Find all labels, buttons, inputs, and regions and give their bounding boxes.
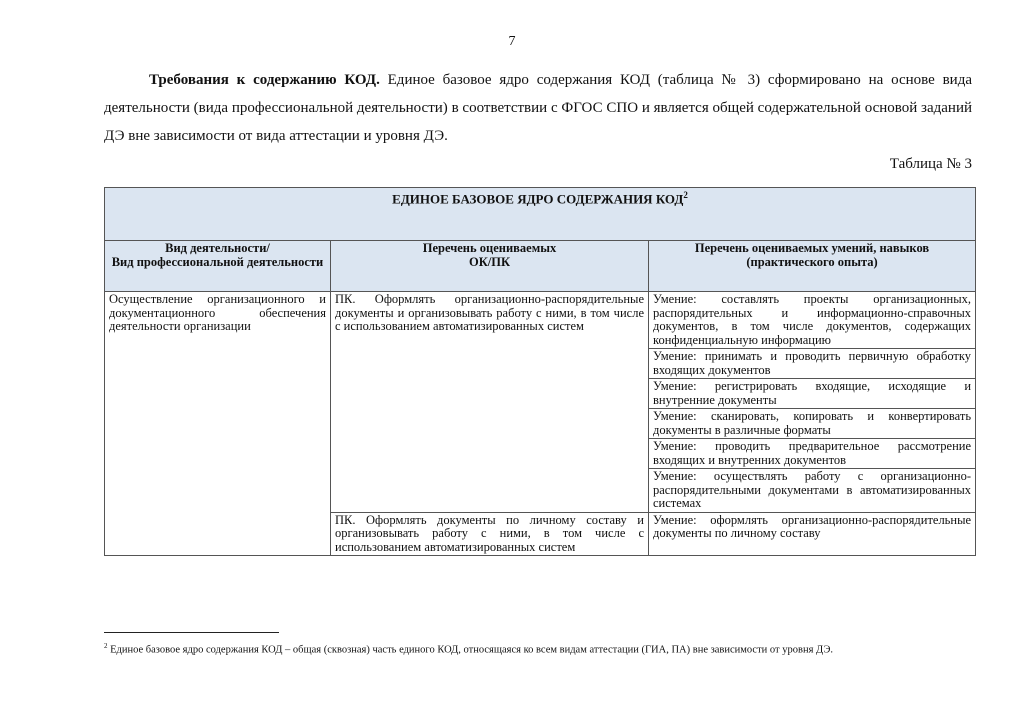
skill-cell: Умение: оформлять организационно-распорядительные документы по личному составу bbox=[649, 512, 976, 556]
page-number: 7 bbox=[508, 34, 516, 49]
skill-cell: Умение: регистрировать входящие, исходящие и внутренние документы bbox=[649, 379, 976, 409]
footnote-ref: 2 bbox=[683, 190, 688, 200]
header-skills: Перечень оцениваемых умений, навыков (практического опыта) bbox=[649, 241, 976, 292]
table-header-row bbox=[105, 241, 976, 292]
table-title-row bbox=[105, 188, 976, 241]
skill-cell: Умение: проводить предварительное рассмотрение входящих и внутренних документов bbox=[649, 439, 976, 469]
competency-cell: ПК. Оформлять документы по личному составу и организовывать работу с ними, в том числе с использованием автоматизированных систем bbox=[331, 512, 649, 556]
footnote-separator bbox=[104, 632, 279, 633]
intro-text: Единое базовое ядро содержания КОД (таблица № 3) сформировано на основе вида деятельности (вида профессиональной деятельности) в соответствии с ФГОС СПО и является общей содержательной основой заданий ДЭ вне зависимости от вида аттестации и уровня ДЭ. bbox=[104, 72, 972, 144]
skill-cell: Умение: сканировать, копировать и конвертировать документы в различные форматы bbox=[649, 409, 976, 439]
activity-cell: Осуществление организационного и документационного обеспечения деятельности организации bbox=[105, 292, 331, 556]
competency-cell: ПК. Оформлять организационно-распорядительные документы и организовывать работу с ними, в том числе с использованием автоматизированных систем bbox=[331, 292, 649, 513]
footnote bbox=[104, 642, 984, 656]
footnote-text: Единое базовое ядро содержания КОД – общая (сквозная) часть единого КОД, относящаяся ко всем видам аттестации (ГИА, ПА) вне зависимости от уровня ДЭ. bbox=[107, 644, 834, 656]
header-activity: Вид деятельности/ Вид профессиональной деятельности bbox=[105, 241, 331, 292]
skill-cell: Умение: принимать и проводить первичную обработку входящих документов bbox=[649, 349, 976, 379]
intro-lead: Требования к содержанию КОД. bbox=[149, 72, 380, 88]
skill-cell: Умение: составлять проекты организационных, распорядительных и информационно-справочных документов, в том числе документов, содержащих конфиденциальную информацию bbox=[649, 292, 976, 349]
intro-paragraph bbox=[104, 66, 972, 150]
header-competencies: Перечень оцениваемых ОК/ПК bbox=[331, 241, 649, 292]
table-row bbox=[105, 292, 976, 349]
table-label: Таблица № 3 bbox=[889, 156, 972, 172]
footnote-mark: 2 bbox=[104, 642, 108, 650]
skill-cell: Умение: осуществлять работу с организационно-распорядительными документами в автоматизированных системах bbox=[649, 469, 976, 513]
core-content-table bbox=[104, 187, 976, 556]
table-title: ЕДИНОЕ БАЗОВОЕ ЯДРО СОДЕРЖАНИЯ КОД$^2$ bbox=[105, 188, 976, 241]
